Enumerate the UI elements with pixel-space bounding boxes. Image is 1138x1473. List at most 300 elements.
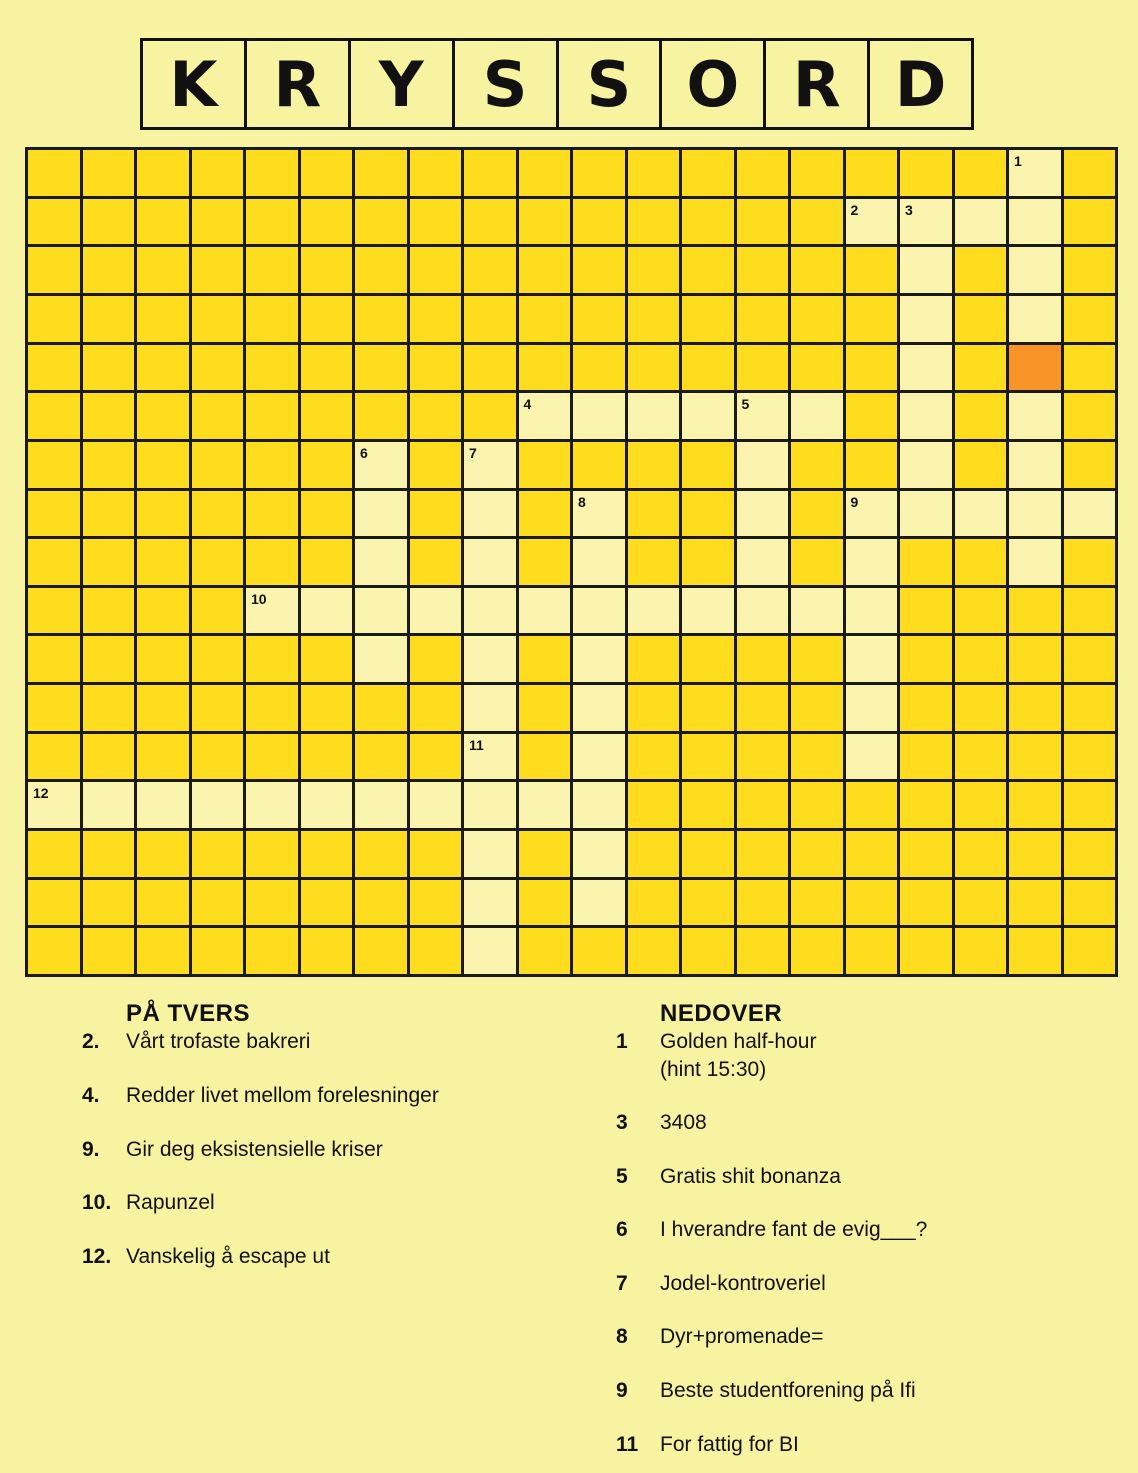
block-cell	[137, 831, 189, 877]
block-cell	[83, 588, 135, 634]
answer-cell[interactable]	[1064, 491, 1116, 537]
answer-cell[interactable]	[1009, 296, 1061, 342]
answer-cell[interactable]	[846, 539, 898, 585]
block-cell	[628, 442, 680, 488]
answer-cell[interactable]	[355, 636, 407, 682]
answer-cell[interactable]	[791, 588, 843, 634]
block-cell	[737, 734, 789, 780]
block-cell	[137, 442, 189, 488]
answer-cell[interactable]	[573, 782, 625, 828]
answer-cell[interactable]	[846, 636, 898, 682]
answer-cell[interactable]	[628, 393, 680, 439]
block-cell	[410, 393, 462, 439]
block-cell	[737, 831, 789, 877]
block-cell	[846, 247, 898, 293]
block-cell	[791, 491, 843, 537]
block-cell	[955, 393, 1007, 439]
block-cell	[192, 345, 244, 391]
block-cell	[791, 928, 843, 974]
block-cell	[682, 491, 734, 537]
block-cell	[900, 782, 952, 828]
block-cell	[737, 782, 789, 828]
answer-cell[interactable]	[355, 588, 407, 634]
title-letter: S	[559, 41, 663, 127]
clue-number: 12	[33, 785, 49, 802]
block-cell	[846, 393, 898, 439]
block-cell	[791, 442, 843, 488]
block-cell	[519, 442, 571, 488]
answer-cell[interactable]	[573, 588, 625, 634]
answer-cell[interactable]	[573, 831, 625, 877]
block-cell	[192, 199, 244, 245]
block-cell	[1064, 199, 1116, 245]
block-cell	[519, 880, 571, 926]
block-cell	[900, 685, 952, 731]
block-cell	[83, 296, 135, 342]
block-cell	[192, 491, 244, 537]
answer-cell[interactable]	[737, 442, 789, 488]
block-cell	[682, 199, 734, 245]
block-cell	[137, 199, 189, 245]
answer-cell[interactable]	[573, 539, 625, 585]
across-heading: PÅ TVERS	[126, 1000, 251, 1027]
answer-cell[interactable]	[464, 442, 516, 488]
block-cell	[355, 880, 407, 926]
block-cell	[301, 539, 353, 585]
block-cell	[682, 345, 734, 391]
block-cell	[573, 150, 625, 196]
clue-text: Jodel-kontroveriel	[660, 1272, 826, 1295]
block-cell	[955, 296, 1007, 342]
block-cell	[246, 685, 298, 731]
answer-cell[interactable]	[464, 636, 516, 682]
block-cell	[628, 782, 680, 828]
block-cell	[410, 734, 462, 780]
block-cell	[410, 199, 462, 245]
block-cell	[955, 588, 1007, 634]
block-cell	[83, 345, 135, 391]
block-cell	[682, 782, 734, 828]
block-cell	[519, 345, 571, 391]
answer-cell[interactable]	[900, 199, 952, 245]
answer-cell[interactable]	[846, 734, 898, 780]
block-cell	[83, 831, 135, 877]
block-cell	[137, 150, 189, 196]
answer-cell[interactable]	[1009, 393, 1061, 439]
block-cell	[737, 880, 789, 926]
answer-cell[interactable]	[846, 588, 898, 634]
block-cell	[955, 685, 1007, 731]
clue-label: 9	[616, 1379, 628, 1402]
block-cell	[791, 296, 843, 342]
block-cell	[519, 491, 571, 537]
block-cell	[519, 685, 571, 731]
block-cell	[900, 150, 952, 196]
block-cell	[1009, 782, 1061, 828]
clue-label: 2.	[82, 1030, 100, 1053]
block-cell	[628, 831, 680, 877]
crossword-title	[140, 38, 974, 130]
block-cell	[519, 296, 571, 342]
block-cell	[519, 636, 571, 682]
answer-cell[interactable]	[737, 588, 789, 634]
down-heading: NEDOVER	[660, 1000, 783, 1027]
answer-cell[interactable]	[573, 880, 625, 926]
block-cell	[83, 393, 135, 439]
answer-cell[interactable]	[900, 345, 952, 391]
clue-text: I hverandre fant de evig___?	[660, 1218, 928, 1241]
answer-cell[interactable]	[301, 588, 353, 634]
answer-cell[interactable]	[737, 393, 789, 439]
block-cell	[955, 442, 1007, 488]
block-cell	[900, 588, 952, 634]
block-cell	[737, 636, 789, 682]
block-cell	[301, 880, 353, 926]
clue-label: 11	[616, 1433, 639, 1456]
answer-cell[interactable]	[900, 442, 952, 488]
block-cell	[791, 539, 843, 585]
block-cell	[464, 150, 516, 196]
block-cell	[846, 928, 898, 974]
clue-number: 4	[523, 396, 532, 413]
block-cell	[28, 636, 80, 682]
answer-cell[interactable]	[791, 393, 843, 439]
answer-cell[interactable]	[464, 588, 516, 634]
block-cell	[301, 296, 353, 342]
block-cell	[137, 247, 189, 293]
answer-cell[interactable]	[573, 393, 625, 439]
answer-cell[interactable]	[955, 199, 1007, 245]
block-cell	[246, 539, 298, 585]
block-cell	[791, 247, 843, 293]
answer-cell[interactable]	[83, 782, 135, 828]
block-cell	[900, 831, 952, 877]
title-letter: D	[894, 47, 947, 121]
clue-text: Rapunzel	[126, 1191, 215, 1214]
block-cell	[137, 734, 189, 780]
answer-cell[interactable]	[573, 734, 625, 780]
block-cell	[246, 393, 298, 439]
block-cell	[301, 831, 353, 877]
block-cell	[137, 636, 189, 682]
block-cell	[355, 199, 407, 245]
block-cell	[1064, 928, 1116, 974]
block-cell	[410, 150, 462, 196]
block-cell	[410, 296, 462, 342]
clue-text: Redder livet mellom forelesninger	[126, 1084, 439, 1107]
block-cell	[737, 296, 789, 342]
block-cell	[791, 685, 843, 731]
block-cell	[192, 636, 244, 682]
clue-text: For fattig for BI	[660, 1433, 799, 1456]
block-cell	[192, 296, 244, 342]
block-cell	[737, 345, 789, 391]
block-cell	[1064, 734, 1116, 780]
title-letter: O	[662, 41, 766, 127]
clue-text: Gir deg eksistensielle kriser	[126, 1138, 383, 1161]
block-cell	[464, 199, 516, 245]
answer-cell[interactable]	[464, 491, 516, 537]
block-cell	[464, 296, 516, 342]
block-cell	[846, 296, 898, 342]
block-cell	[1064, 782, 1116, 828]
block-cell	[246, 636, 298, 682]
block-cell	[464, 345, 516, 391]
clue-text: Beste studentforening på Ifi	[660, 1379, 916, 1402]
answer-cell[interactable]	[355, 491, 407, 537]
clue-label: 10.	[82, 1191, 112, 1214]
block-cell	[791, 150, 843, 196]
block-cell	[573, 296, 625, 342]
answer-cell[interactable]	[1009, 539, 1061, 585]
answer-cell[interactable]	[464, 928, 516, 974]
clue-label: 1	[616, 1030, 628, 1053]
block-cell	[846, 150, 898, 196]
block-cell	[355, 831, 407, 877]
block-cell	[955, 345, 1007, 391]
block-cell	[464, 247, 516, 293]
block-cell	[1064, 831, 1116, 877]
crossword-grid	[25, 147, 1118, 977]
block-cell	[519, 199, 571, 245]
clue-number: 8	[578, 493, 586, 510]
answer-cell[interactable]	[900, 296, 952, 342]
block-cell	[246, 734, 298, 780]
block-cell	[628, 636, 680, 682]
block-cell	[301, 150, 353, 196]
answer-cell[interactable]	[1009, 247, 1061, 293]
answer-cell[interactable]	[737, 491, 789, 537]
block-cell	[900, 928, 952, 974]
answer-cell[interactable]	[1009, 491, 1061, 537]
block-cell	[137, 345, 189, 391]
block-cell	[410, 880, 462, 926]
clue-number: 3	[905, 201, 913, 218]
block-cell	[192, 685, 244, 731]
block-cell	[791, 734, 843, 780]
clue-number: 5	[741, 396, 750, 413]
block-cell	[28, 588, 80, 634]
block-cell	[28, 880, 80, 926]
block-cell	[28, 928, 80, 974]
answer-cell[interactable]	[846, 491, 898, 537]
block-cell	[83, 491, 135, 537]
clue-label: 12.	[82, 1245, 112, 1268]
answer-cell[interactable]	[410, 782, 462, 828]
answer-cell[interactable]	[28, 782, 80, 828]
block-cell	[246, 247, 298, 293]
block-cell	[900, 636, 952, 682]
block-cell	[1064, 150, 1116, 196]
block-cell	[28, 393, 80, 439]
block-cell	[519, 734, 571, 780]
block-cell	[1064, 296, 1116, 342]
answer-cell[interactable]	[573, 636, 625, 682]
block-cell	[1009, 685, 1061, 731]
clue-label: 4.	[82, 1084, 100, 1107]
block-cell	[955, 247, 1007, 293]
answer-cell[interactable]	[519, 588, 571, 634]
block-cell	[464, 393, 516, 439]
block-cell	[137, 296, 189, 342]
clue-text: Gratis shit bonanza	[660, 1165, 841, 1188]
block-cell	[1064, 588, 1116, 634]
block-cell	[28, 539, 80, 585]
answer-cell[interactable]	[573, 685, 625, 731]
block-cell	[628, 539, 680, 585]
clue-label: 7	[616, 1272, 628, 1295]
block-cell	[301, 685, 353, 731]
answer-cell[interactable]	[1009, 442, 1061, 488]
block-cell	[955, 734, 1007, 780]
clue-label: 3	[616, 1111, 628, 1134]
answer-cell[interactable]	[246, 588, 298, 634]
block-cell	[410, 539, 462, 585]
answer-cell[interactable]	[464, 734, 516, 780]
block-cell	[573, 345, 625, 391]
block-cell	[955, 782, 1007, 828]
block-cell	[737, 685, 789, 731]
title-letter: S	[455, 41, 559, 127]
answer-cell[interactable]	[737, 539, 789, 585]
answer-cell[interactable]	[519, 393, 571, 439]
block-cell	[682, 880, 734, 926]
block-cell	[737, 247, 789, 293]
clue-number: 7	[469, 444, 477, 461]
block-cell	[1009, 588, 1061, 634]
clue-text: Dyr+promenade=	[660, 1325, 824, 1348]
block-cell	[1009, 831, 1061, 877]
block-cell	[28, 199, 80, 245]
block-cell	[28, 831, 80, 877]
answer-cell[interactable]	[1009, 199, 1061, 245]
block-cell	[846, 345, 898, 391]
block-cell	[246, 345, 298, 391]
block-cell	[628, 685, 680, 731]
block-cell	[410, 636, 462, 682]
block-cell	[301, 491, 353, 537]
block-cell	[410, 345, 462, 391]
answer-cell[interactable]	[301, 782, 353, 828]
answer-cell[interactable]	[464, 782, 516, 828]
block-cell	[355, 150, 407, 196]
block-cell	[900, 880, 952, 926]
block-cell	[791, 880, 843, 926]
block-cell	[682, 831, 734, 877]
answer-cell[interactable]	[355, 782, 407, 828]
block-cell	[955, 928, 1007, 974]
block-cell	[1009, 734, 1061, 780]
answer-cell[interactable]	[246, 782, 298, 828]
block-cell	[355, 393, 407, 439]
block-cell	[301, 393, 353, 439]
highlighted-block-cell	[1009, 345, 1061, 391]
block-cell	[28, 296, 80, 342]
block-cell	[137, 539, 189, 585]
answer-cell[interactable]	[355, 442, 407, 488]
answer-cell[interactable]	[682, 393, 734, 439]
block-cell	[246, 928, 298, 974]
block-cell	[682, 928, 734, 974]
answer-cell[interactable]	[464, 880, 516, 926]
title-letter: R	[766, 41, 870, 127]
title-letter: K	[143, 41, 247, 127]
block-cell	[628, 296, 680, 342]
block-cell	[246, 831, 298, 877]
block-cell	[682, 247, 734, 293]
clue-number: 9	[850, 493, 859, 510]
block-cell	[246, 296, 298, 342]
block-cell	[83, 442, 135, 488]
answer-cell[interactable]	[955, 491, 1007, 537]
block-cell	[301, 199, 353, 245]
block-cell	[519, 150, 571, 196]
block-cell	[628, 734, 680, 780]
block-cell	[519, 831, 571, 877]
block-cell	[791, 199, 843, 245]
clue-label: 6	[616, 1218, 628, 1241]
answer-cell[interactable]	[628, 588, 680, 634]
answer-cell[interactable]	[519, 782, 571, 828]
answer-cell[interactable]	[900, 247, 952, 293]
clue-number: 11	[469, 736, 484, 753]
answer-cell[interactable]	[410, 588, 462, 634]
answer-cell[interactable]	[192, 782, 244, 828]
block-cell	[83, 928, 135, 974]
block-cell	[955, 150, 1007, 196]
answer-cell[interactable]	[464, 831, 516, 877]
block-cell	[246, 150, 298, 196]
answer-cell[interactable]	[355, 539, 407, 585]
block-cell	[573, 928, 625, 974]
block-cell	[410, 685, 462, 731]
clue-text: Golden half-hour (hint 15:30)	[660, 1030, 817, 1081]
block-cell	[682, 150, 734, 196]
block-cell	[137, 588, 189, 634]
block-cell	[955, 831, 1007, 877]
answer-cell[interactable]	[900, 491, 952, 537]
block-cell	[955, 880, 1007, 926]
answer-cell[interactable]	[573, 491, 625, 537]
block-cell	[682, 734, 734, 780]
answer-cell[interactable]	[900, 393, 952, 439]
block-cell	[301, 734, 353, 780]
block-cell	[519, 539, 571, 585]
answer-cell[interactable]	[1009, 150, 1061, 196]
block-cell	[246, 442, 298, 488]
block-cell	[682, 442, 734, 488]
block-cell	[83, 247, 135, 293]
answer-cell[interactable]	[464, 539, 516, 585]
answer-cell[interactable]	[682, 588, 734, 634]
block-cell	[28, 442, 80, 488]
block-cell	[246, 880, 298, 926]
block-cell	[83, 539, 135, 585]
block-cell	[519, 928, 571, 974]
clue-text: Vanskelig å escape ut	[126, 1245, 330, 1268]
block-cell	[682, 539, 734, 585]
block-cell	[628, 491, 680, 537]
answer-cell[interactable]	[846, 199, 898, 245]
answer-cell[interactable]	[846, 685, 898, 731]
block-cell	[355, 345, 407, 391]
block-cell	[1009, 636, 1061, 682]
block-cell	[28, 150, 80, 196]
answer-cell[interactable]	[137, 782, 189, 828]
block-cell	[682, 685, 734, 731]
block-cell	[192, 150, 244, 196]
answer-cell[interactable]	[464, 685, 516, 731]
